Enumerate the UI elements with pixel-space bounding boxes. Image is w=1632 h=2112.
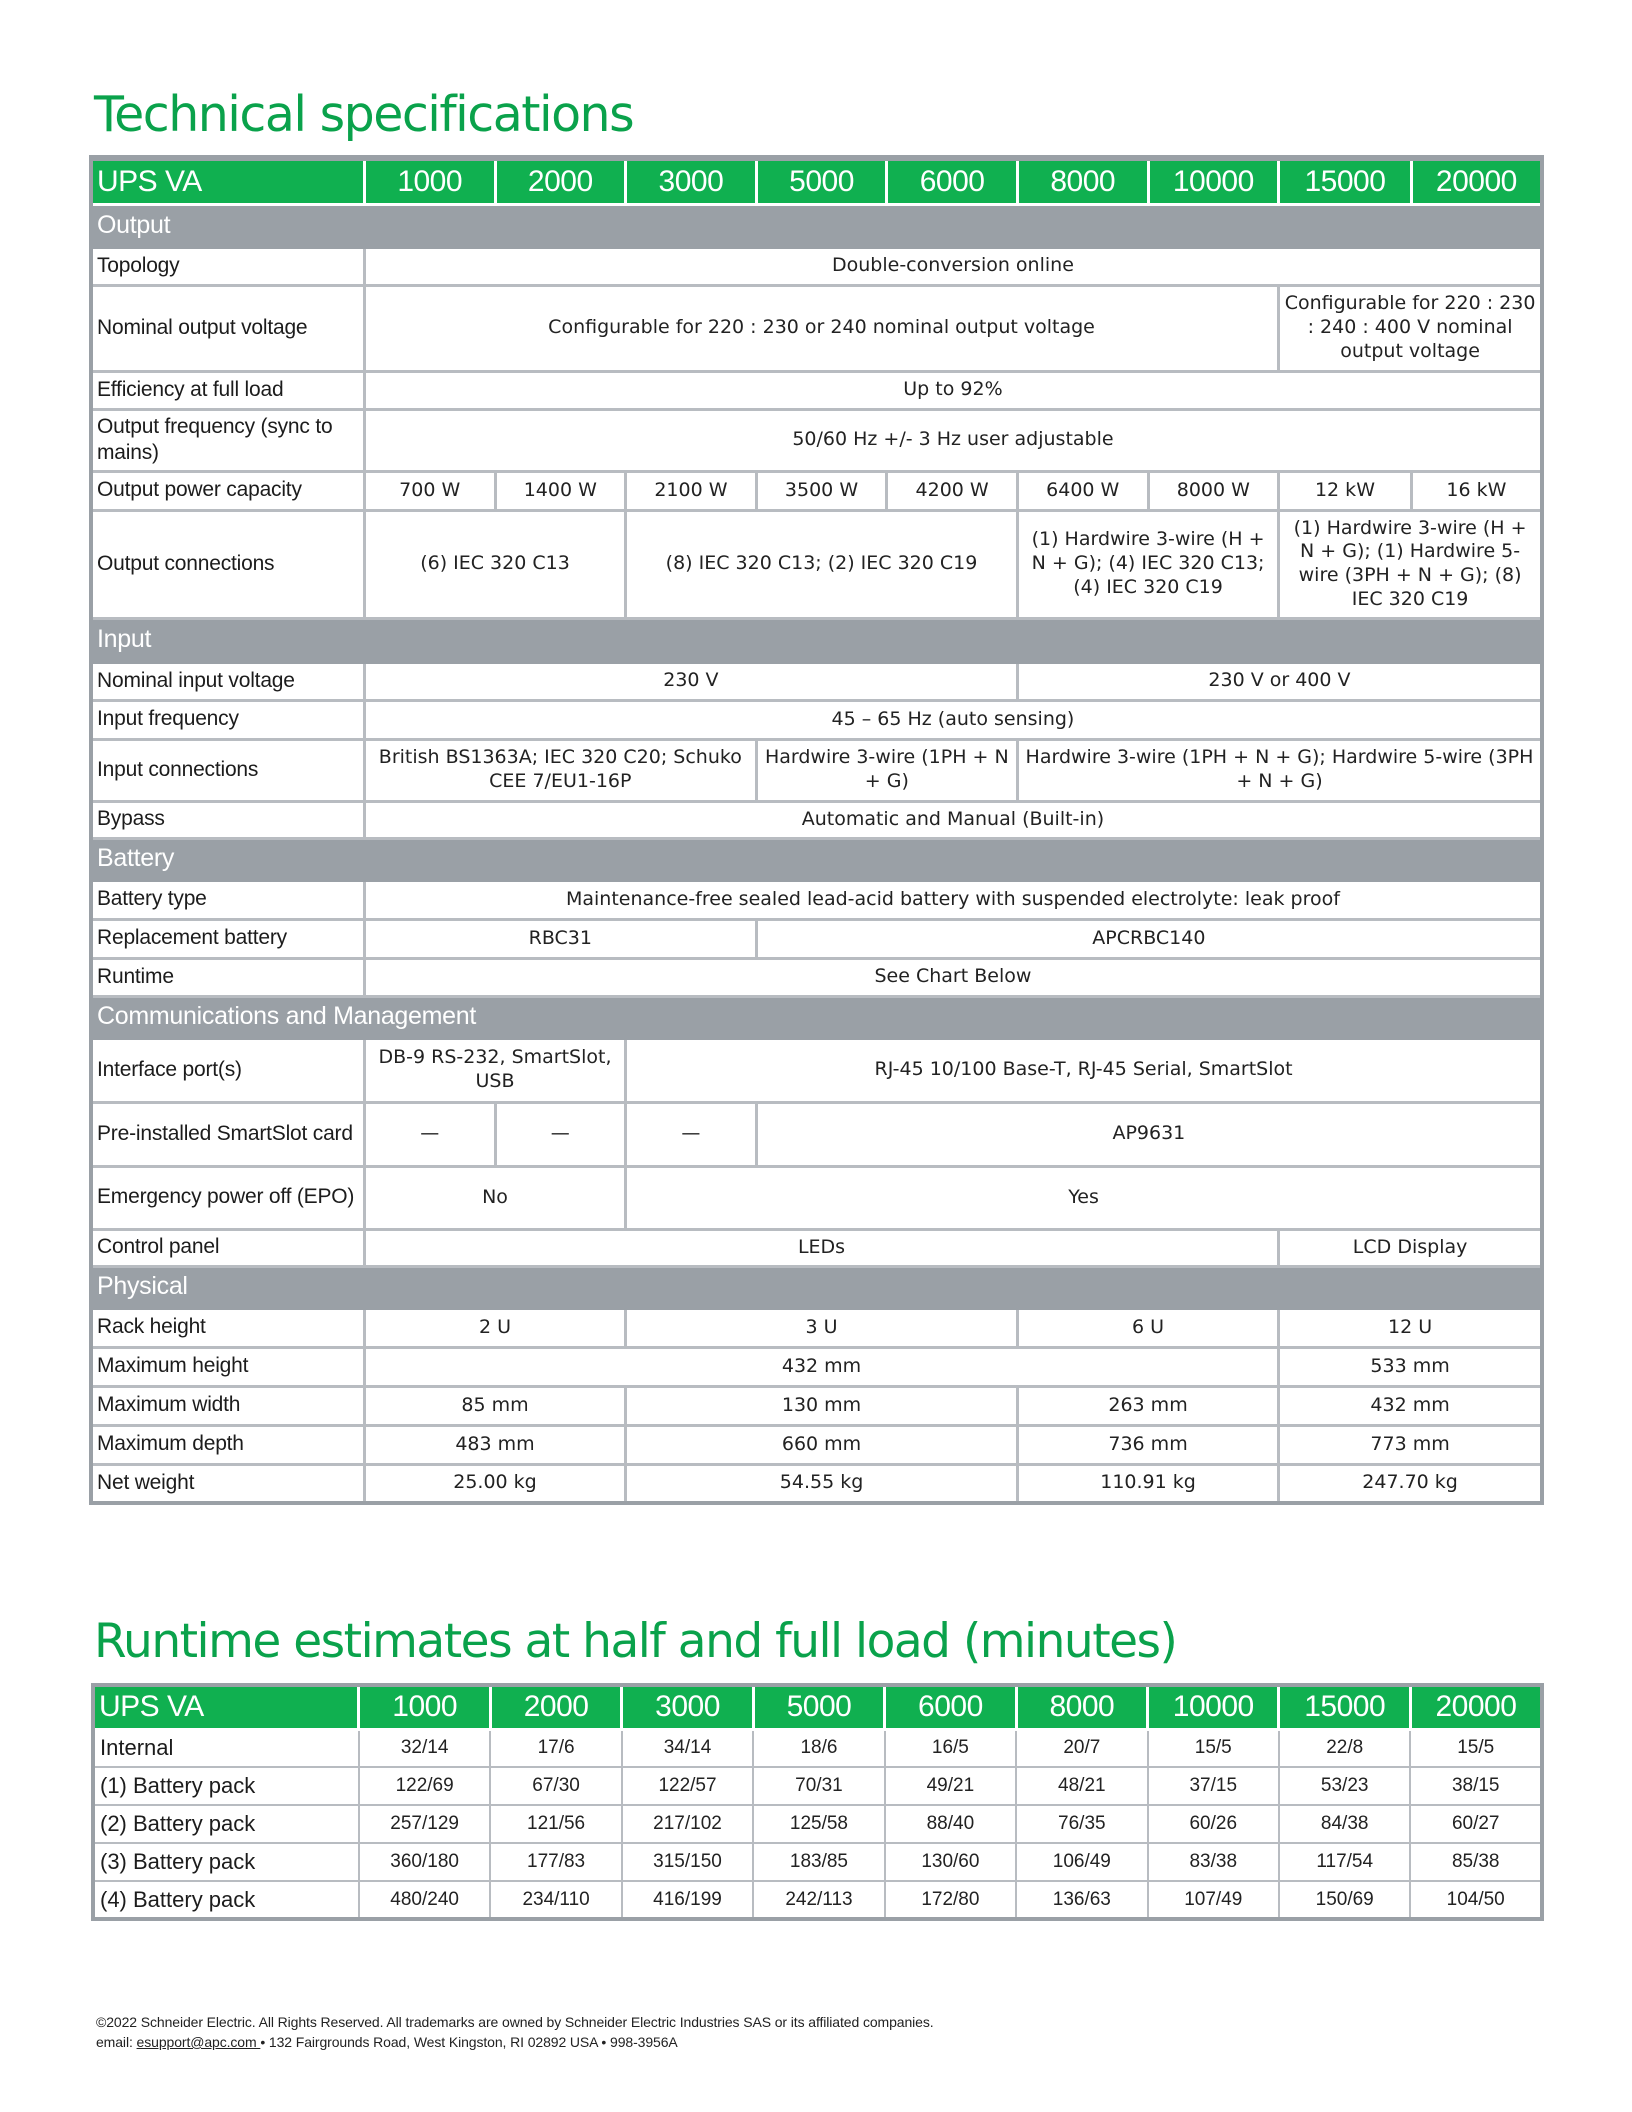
row-label: Output connections (91, 510, 364, 618)
runtime-cell: 70/31 (753, 1767, 884, 1805)
runtime-cell: 217/102 (622, 1805, 753, 1843)
section-title: Physical (91, 1266, 1542, 1308)
model-header: 8000 (1016, 1685, 1147, 1729)
runtime-cell: 37/15 (1148, 1767, 1279, 1805)
spec-value: 533 mm (1279, 1347, 1542, 1386)
spec-row-replacement-battery (91, 919, 1542, 958)
spec-value: APCRBC140 (756, 919, 1542, 958)
model-header: 1000 (364, 158, 495, 204)
row-label: Emergency power off (EPO) (91, 1166, 364, 1229)
spec-value: 263 mm (1017, 1386, 1278, 1425)
section-row-output (91, 204, 1542, 247)
runtime-cell: 172/80 (885, 1881, 1016, 1919)
spec-value: 700 W (364, 471, 495, 510)
model-header: 20000 (1411, 158, 1542, 204)
model-header: 10000 (1148, 158, 1279, 204)
row-label: Control panel (91, 1229, 364, 1266)
runtime-cell: 34/14 (622, 1729, 753, 1767)
spec-value: 3 U (626, 1308, 1018, 1347)
runtime-row (93, 1805, 1542, 1843)
row-label: (3) Battery pack (93, 1843, 359, 1881)
row-label: Maximum width (91, 1386, 364, 1425)
spec-value: 247.70 kg (1279, 1464, 1542, 1503)
footer-copyright: ©2022 Schneider Electric. All Rights Reserved. All trademarks are owned by Schneider Electric Industries SAS or its affiliated companies. (96, 2014, 934, 2030)
email-link[interactable]: esupport@apc.com (136, 2034, 261, 2050)
row-label: Topology (91, 247, 364, 285)
runtime-cell: 17/6 (490, 1729, 621, 1767)
spec-value: (1) Hardwire 3-wire (H + N + G); (4) IEC 320 C13; (4) IEC 320 C19 (1017, 510, 1278, 618)
spec-value: 6 U (1017, 1308, 1278, 1347)
model-header: 2000 (490, 1685, 621, 1729)
runtime-cell: 76/35 (1016, 1805, 1147, 1843)
runtime-header-row (93, 1685, 1542, 1729)
spec-value: British BS1363A; IEC 320 C20; Schuko CEE 7/EU1-16P (364, 739, 756, 801)
runtime-cell: 18/6 (753, 1729, 884, 1767)
model-header: 5000 (756, 158, 887, 204)
runtime-cell: 315/150 (622, 1843, 753, 1881)
spec-row-topology (91, 247, 1542, 285)
spec-value: (1) Hardwire 3-wire (H + N + G); (1) Hardwire 5-wire (3PH + N + G); (8) IEC 320 C19 (1279, 510, 1542, 618)
spec-value: 2 U (364, 1308, 625, 1347)
spec-value: — (626, 1102, 757, 1166)
spec-row-runtime (91, 958, 1542, 996)
section-row-physical (91, 1266, 1542, 1308)
page-title: Technical specifications (94, 86, 634, 143)
row-label: (2) Battery pack (93, 1805, 359, 1843)
row-label: Nominal input voltage (91, 662, 364, 700)
section-row-input (91, 618, 1542, 662)
model-header: 15000 (1279, 1685, 1410, 1729)
spec-value: (8) IEC 320 C13; (2) IEC 320 C19 (626, 510, 1018, 618)
spec-value: — (495, 1102, 626, 1166)
row-label: Replacement battery (91, 919, 364, 958)
footer-contact (96, 2034, 678, 2050)
spec-value: AP9631 (756, 1102, 1542, 1166)
row-label: Output power capacity (91, 471, 364, 510)
spec-header-row (91, 158, 1542, 204)
row-label: Input connections (91, 739, 364, 801)
row-label: Runtime (91, 958, 364, 996)
spec-row-max-width (91, 1386, 1542, 1425)
spec-value: See Chart Below (364, 958, 1542, 996)
spec-row-output-connections (91, 510, 1542, 618)
row-label: Pre-installed SmartSlot card (91, 1102, 364, 1166)
spec-value: 432 mm (364, 1347, 1278, 1386)
row-label: Input frequency (91, 700, 364, 739)
runtime-cell: 60/26 (1148, 1805, 1279, 1843)
spec-value: LCD Display (1279, 1229, 1542, 1266)
runtime-cell: 20/7 (1016, 1729, 1147, 1767)
model-header: 6000 (885, 1685, 1016, 1729)
runtime-cell: 150/69 (1279, 1881, 1410, 1919)
spec-value: DB-9 RS-232, SmartSlot, USB (364, 1038, 625, 1102)
spec-value: 16 kW (1411, 471, 1542, 510)
spec-value: RJ-45 10/100 Base-T, RJ-45 Serial, SmartSlot (626, 1038, 1542, 1102)
runtime-row (93, 1767, 1542, 1805)
row-label: Maximum height (91, 1347, 364, 1386)
runtime-cell: 88/40 (885, 1805, 1016, 1843)
runtime-cell: 122/57 (622, 1767, 753, 1805)
spec-row-max-height (91, 1347, 1542, 1386)
spec-row-nominal-output-voltage (91, 285, 1542, 371)
runtime-cell: 107/49 (1148, 1881, 1279, 1919)
spec-row-output-power (91, 471, 1542, 510)
footer-address: • 132 Fairgrounds Road, West Kingston, RI 02892 USA • 998-3956A (260, 2034, 678, 2050)
runtime-row (93, 1881, 1542, 1919)
runtime-cell: 22/8 (1279, 1729, 1410, 1767)
spec-value: 25.00 kg (364, 1464, 625, 1503)
spec-value: Hardwire 3-wire (1PH + N + G); Hardwire 5-wire (3PH + N + G) (1017, 739, 1542, 801)
runtime-cell: 360/180 (359, 1843, 490, 1881)
model-header: 2000 (495, 158, 626, 204)
spec-row-input-frequency (91, 700, 1542, 739)
spec-row-efficiency (91, 371, 1542, 409)
spec-row-nominal-input-voltage (91, 662, 1542, 700)
spec-value: No (364, 1166, 625, 1229)
spec-value: 1400 W (495, 471, 626, 510)
row-label: Output frequency (sync to mains) (91, 409, 364, 471)
runtime-cell: 130/60 (885, 1843, 1016, 1881)
row-label: Net weight (91, 1464, 364, 1503)
header-label: UPS VA (91, 158, 364, 204)
row-label: (4) Battery pack (93, 1881, 359, 1919)
runtime-cell: 15/5 (1148, 1729, 1279, 1767)
spec-value: 50/60 Hz +/- 3 Hz user adjustable (364, 409, 1542, 471)
runtime-estimates-table (91, 1683, 1544, 1921)
spec-value: LEDs (364, 1229, 1278, 1266)
spec-value: 130 mm (626, 1386, 1018, 1425)
spec-row-control-panel (91, 1229, 1542, 1266)
spec-value: 736 mm (1017, 1425, 1278, 1464)
runtime-cell: 49/21 (885, 1767, 1016, 1805)
runtime-cell: 85/38 (1410, 1843, 1542, 1881)
row-label: Maximum depth (91, 1425, 364, 1464)
model-header: 3000 (622, 1685, 753, 1729)
runtime-cell: 242/113 (753, 1881, 884, 1919)
spec-value: 230 V (364, 662, 1017, 700)
spec-value: 230 V or 400 V (1017, 662, 1542, 700)
row-label: Efficiency at full load (91, 371, 364, 409)
runtime-cell: 125/58 (753, 1805, 884, 1843)
spec-row-rack-height (91, 1308, 1542, 1347)
spec-value: Configurable for 220 : 230 or 240 nominal output voltage (364, 285, 1278, 371)
email-prefix: email: (96, 2034, 137, 2050)
row-label: Bypass (91, 801, 364, 838)
runtime-cell: 32/14 (359, 1729, 490, 1767)
section-row-communications (91, 996, 1542, 1038)
spec-row-battery-type (91, 880, 1542, 919)
runtime-cell: 67/30 (490, 1767, 621, 1805)
spec-value: 12 kW (1279, 471, 1412, 510)
runtime-cell: 83/38 (1148, 1843, 1279, 1881)
row-label: Internal (93, 1729, 359, 1767)
runtime-cell: 53/23 (1279, 1767, 1410, 1805)
section-title: Battery (91, 838, 1542, 880)
spec-value: 6400 W (1017, 471, 1148, 510)
spec-value: — (364, 1102, 495, 1166)
spec-row-smartslot-card (91, 1102, 1542, 1166)
spec-value: 432 mm (1279, 1386, 1542, 1425)
spec-value: 8000 W (1148, 471, 1279, 510)
spec-value: (6) IEC 320 C13 (364, 510, 625, 618)
model-header: 8000 (1017, 158, 1148, 204)
runtime-cell: 416/199 (622, 1881, 753, 1919)
runtime-cell: 177/83 (490, 1843, 621, 1881)
runtime-cell: 117/54 (1279, 1843, 1410, 1881)
spec-value: Up to 92% (364, 371, 1542, 409)
spec-value: 85 mm (364, 1386, 625, 1425)
runtime-cell: 257/129 (359, 1805, 490, 1843)
row-label: (1) Battery pack (93, 1767, 359, 1805)
spec-value: Maintenance-free sealed lead-acid battery with suspended electrolyte: leak proof (364, 880, 1542, 919)
model-header: 20000 (1410, 1685, 1542, 1729)
spec-row-epo (91, 1166, 1542, 1229)
row-label: Interface port(s) (91, 1038, 364, 1102)
spec-row-max-depth (91, 1425, 1542, 1464)
spec-value: 110.91 kg (1017, 1464, 1278, 1503)
runtime-cell: 183/85 (753, 1843, 884, 1881)
section-row-battery (91, 838, 1542, 880)
runtime-cell: 84/38 (1279, 1805, 1410, 1843)
runtime-title: Runtime estimates at half and full load (minutes) (94, 1614, 1177, 1669)
spec-value: RBC31 (364, 919, 756, 958)
row-label: Battery type (91, 880, 364, 919)
spec-value: 483 mm (364, 1425, 625, 1464)
runtime-cell: 60/27 (1410, 1805, 1542, 1843)
model-header: 15000 (1279, 158, 1412, 204)
spec-value: Yes (626, 1166, 1542, 1229)
runtime-cell: 136/63 (1016, 1881, 1147, 1919)
spec-row-interface-ports (91, 1038, 1542, 1102)
spec-value: 773 mm (1279, 1425, 1542, 1464)
spec-value: Double-conversion online (364, 247, 1542, 285)
runtime-cell: 234/110 (490, 1881, 621, 1919)
spec-row-net-weight (91, 1464, 1542, 1503)
spec-value: 2100 W (626, 471, 757, 510)
runtime-cell: 106/49 (1016, 1843, 1147, 1881)
model-header: 1000 (359, 1685, 490, 1729)
spec-row-bypass (91, 801, 1542, 838)
technical-specifications-table (89, 155, 1544, 1505)
spec-value: Automatic and Manual (Built-in) (364, 801, 1542, 838)
runtime-cell: 121/56 (490, 1805, 621, 1843)
model-header: 5000 (753, 1685, 884, 1729)
spec-value: 45 – 65 Hz (auto sensing) (364, 700, 1542, 739)
model-header: 6000 (887, 158, 1018, 204)
spec-value: 4200 W (887, 471, 1018, 510)
runtime-cell: 16/5 (885, 1729, 1016, 1767)
spec-value: 54.55 kg (626, 1464, 1018, 1503)
runtime-row (93, 1729, 1542, 1767)
spec-value: 660 mm (626, 1425, 1018, 1464)
runtime-cell: 104/50 (1410, 1881, 1542, 1919)
runtime-cell: 122/69 (359, 1767, 490, 1805)
spec-value: Hardwire 3-wire (1PH + N + G) (756, 739, 1017, 801)
section-title: Output (91, 204, 1542, 247)
section-title: Communications and Management (91, 996, 1542, 1038)
runtime-cell: 480/240 (359, 1881, 490, 1919)
spec-value: 3500 W (756, 471, 887, 510)
runtime-cell: 15/5 (1410, 1729, 1542, 1767)
runtime-cell: 48/21 (1016, 1767, 1147, 1805)
spec-value: 12 U (1279, 1308, 1542, 1347)
spec-row-output-frequency (91, 409, 1542, 471)
header-label: UPS VA (93, 1685, 359, 1729)
model-header: 3000 (626, 158, 757, 204)
spec-row-input-connections (91, 739, 1542, 801)
runtime-row (93, 1843, 1542, 1881)
spec-value: Configurable for 220 : 230 : 240 : 400 V nominal output voltage (1279, 285, 1542, 371)
section-title: Input (91, 618, 1542, 662)
model-header: 10000 (1148, 1685, 1279, 1729)
row-label: Rack height (91, 1308, 364, 1347)
runtime-cell: 38/15 (1410, 1767, 1542, 1805)
row-label: Nominal output voltage (91, 285, 364, 371)
